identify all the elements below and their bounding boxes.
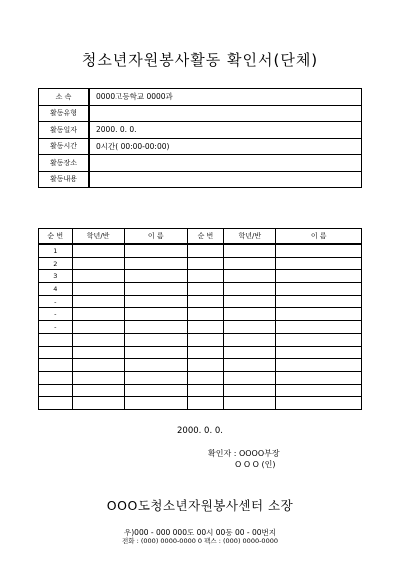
info-label: 활동시간 (39, 138, 90, 155)
info-value[interactable]: 0000고등학교 0000과 (89, 89, 362, 106)
roster-entry-cell[interactable] (276, 359, 362, 372)
roster-entry-cell[interactable] (276, 295, 362, 308)
roster-entry-cell[interactable] (276, 244, 362, 257)
roster-entry-cell[interactable] (72, 270, 124, 283)
info-value[interactable] (89, 105, 362, 122)
roster-entry-cell[interactable] (72, 283, 124, 296)
roster-entry-cell[interactable] (72, 308, 124, 321)
roster-entry-cell[interactable] (72, 371, 124, 384)
roster-entry-cell[interactable] (187, 295, 223, 308)
roster-entry-cell[interactable] (276, 333, 362, 346)
roster-entry-cell[interactable] (276, 321, 362, 334)
roster-number-cell (39, 333, 73, 346)
roster-entry-cell[interactable] (124, 397, 187, 410)
roster-number-cell: 4 (39, 283, 73, 296)
roster-entry-cell[interactable] (224, 346, 276, 359)
center-address: 우)000 - 000 000도 00시 00동 00 - 00번지 (124, 528, 276, 537)
roster-row (39, 321, 362, 334)
roster-row (39, 283, 362, 296)
roster-entry-cell[interactable] (187, 384, 223, 397)
roster-entry-cell[interactable] (124, 384, 187, 397)
confirmer-title: 확인자 : OOOO부장 (208, 449, 280, 458)
roster-entry-cell[interactable] (276, 384, 362, 397)
roster-row (39, 384, 362, 397)
document-title: 청소년자원봉사활동 확인서(단체) (81, 51, 319, 69)
roster-entry-cell[interactable] (72, 321, 124, 334)
info-label: 활동일자 (39, 122, 90, 139)
roster-number-cell: 3 (39, 270, 73, 283)
info-row (39, 122, 362, 139)
roster-entry-cell[interactable] (187, 321, 223, 334)
roster-entry-cell[interactable] (124, 333, 187, 346)
roster-entry-cell[interactable] (224, 244, 276, 257)
confirmer-block (208, 448, 280, 470)
roster-row (39, 257, 362, 270)
roster-entry-cell[interactable] (224, 371, 276, 384)
info-label: 활동유형 (39, 105, 90, 122)
info-value[interactable] (89, 155, 362, 172)
activity-info-table (38, 88, 362, 188)
roster-row (39, 371, 362, 384)
roster-entry-cell[interactable] (124, 270, 187, 283)
roster-entry-cell[interactable] (124, 321, 187, 334)
info-row (39, 171, 362, 188)
info-value[interactable]: 0시간( 00:00-00:00) (89, 138, 362, 155)
info-row (39, 105, 362, 122)
roster-entry-cell[interactable] (124, 283, 187, 296)
roster-entry-cell[interactable] (187, 359, 223, 372)
roster-number-cell: 2 (39, 257, 73, 270)
roster-entry-cell[interactable] (124, 244, 187, 257)
roster-entry-cell[interactable] (276, 257, 362, 270)
info-row (39, 138, 362, 155)
header-grade-class-1: 학년/반 (72, 229, 124, 245)
roster-entry-cell[interactable] (224, 397, 276, 410)
roster-row (39, 308, 362, 321)
roster-entry-cell[interactable] (224, 308, 276, 321)
roster-entry-cell[interactable] (124, 295, 187, 308)
roster-entry-cell[interactable] (124, 257, 187, 270)
roster-row (39, 397, 362, 410)
roster-entry-cell[interactable] (276, 270, 362, 283)
confirmer-signature: O O O (인) (235, 460, 276, 469)
participant-roster-table (38, 228, 362, 410)
roster-row (39, 333, 362, 346)
center-phone-fax: 전화 : (000) 0000-0000 0 팩스 : (000) 0000-0000 (122, 537, 278, 545)
roster-number-cell: - (39, 308, 73, 321)
info-value[interactable] (89, 171, 362, 188)
roster-entry-cell[interactable] (276, 283, 362, 296)
roster-entry-cell[interactable] (72, 346, 124, 359)
roster-number-cell (39, 359, 73, 372)
roster-entry-cell[interactable] (187, 371, 223, 384)
info-label: 활동내용 (39, 171, 90, 188)
header-number-1: 순 번 (39, 229, 73, 245)
issue-date: 2000. 0. 0. (177, 426, 223, 436)
roster-row (39, 244, 362, 257)
roster-entry-cell[interactable] (187, 308, 223, 321)
roster-entry-cell[interactable] (72, 244, 124, 257)
roster-entry-cell[interactable] (124, 359, 187, 372)
header-grade-class-2: 학년/반 (224, 229, 276, 245)
roster-entry-cell[interactable] (187, 257, 223, 270)
roster-entry-cell[interactable] (124, 371, 187, 384)
roster-entry-cell[interactable] (224, 321, 276, 334)
roster-number-cell (39, 397, 73, 410)
roster-entry-cell[interactable] (124, 346, 187, 359)
roster-number-cell: - (39, 321, 73, 334)
roster-entry-cell[interactable] (224, 384, 276, 397)
roster-header-row (39, 229, 362, 245)
roster-entry-cell[interactable] (276, 308, 362, 321)
center-director: OOO도청소년자원봉사센터 소장 (106, 498, 294, 513)
info-row (39, 155, 362, 172)
roster-row (39, 346, 362, 359)
roster-entry-cell[interactable] (276, 371, 362, 384)
roster-entry-cell[interactable] (187, 346, 223, 359)
roster-number-cell (39, 346, 73, 359)
info-label: 소 속 (39, 89, 90, 106)
roster-number-cell (39, 384, 73, 397)
roster-entry-cell[interactable] (224, 270, 276, 283)
roster-entry-cell[interactable] (124, 308, 187, 321)
roster-entry-cell[interactable] (224, 295, 276, 308)
roster-entry-cell[interactable] (187, 244, 223, 257)
roster-entry-cell[interactable] (276, 397, 362, 410)
roster-row (39, 295, 362, 308)
roster-entry-cell[interactable] (72, 257, 124, 270)
roster-entry-cell[interactable] (72, 384, 124, 397)
info-value[interactable]: 2000. 0. 0. (89, 122, 362, 139)
info-label: 활동장소 (39, 155, 90, 172)
roster-entry-cell[interactable] (72, 397, 124, 410)
roster-number-cell: 1 (39, 244, 73, 257)
roster-entry-cell[interactable] (187, 397, 223, 410)
info-row (39, 89, 362, 106)
roster-entry-cell[interactable] (187, 270, 223, 283)
roster-entry-cell[interactable] (276, 346, 362, 359)
header-number-2: 순 번 (187, 229, 223, 245)
roster-entry-cell[interactable] (224, 257, 276, 270)
roster-entry-cell[interactable] (224, 333, 276, 346)
roster-entry-cell[interactable] (224, 359, 276, 372)
roster-entry-cell[interactable] (187, 333, 223, 346)
roster-entry-cell[interactable] (72, 295, 124, 308)
roster-entry-cell[interactable] (72, 333, 124, 346)
roster-number-cell: - (39, 295, 73, 308)
roster-entry-cell[interactable] (72, 359, 124, 372)
header-name-2: 이 름 (276, 229, 362, 245)
roster-number-cell (39, 371, 73, 384)
roster-row (39, 270, 362, 283)
roster-entry-cell[interactable] (224, 283, 276, 296)
header-name-1: 이 름 (124, 229, 187, 245)
roster-entry-cell[interactable] (187, 283, 223, 296)
roster-row (39, 359, 362, 372)
